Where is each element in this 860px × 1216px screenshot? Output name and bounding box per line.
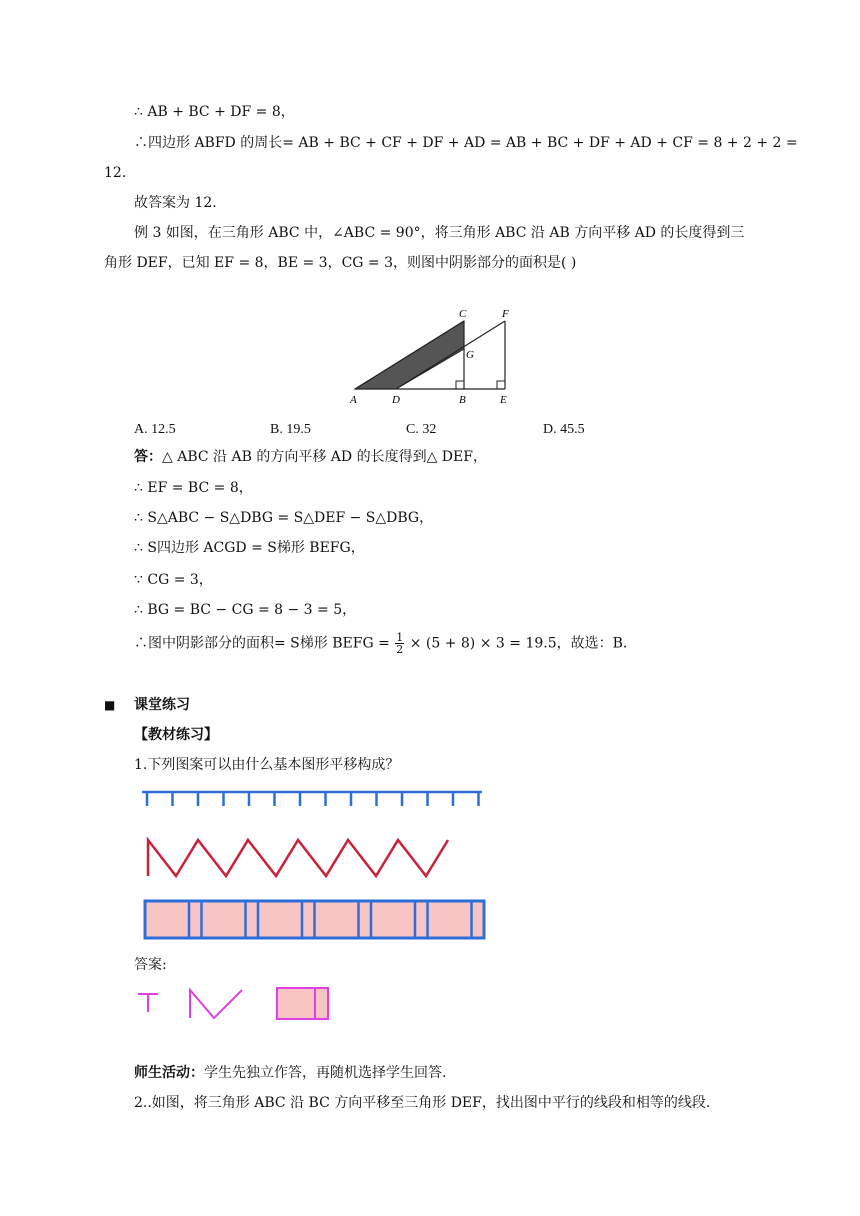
solution-line-7 — [134, 632, 637, 655]
solution-line-7-pre: ∴图中阴影部分的面积= S梯形 BEFG = — [134, 635, 390, 652]
section-subtitle: 【教材练习】 — [134, 727, 218, 743]
label-c: C — [459, 308, 467, 320]
label-g: G — [466, 349, 474, 361]
perimeter-line-cont: 12． — [104, 165, 136, 181]
solution-line-3: ∴ S△ABC − S△DBG = S△DEF − S△DBG， — [134, 510, 434, 526]
solution-lead: 答： — [134, 449, 162, 465]
section-title: 课堂练习 — [134, 697, 190, 713]
rectangle-pattern — [143, 899, 487, 941]
example-3-line-cont: 角形 DEF，已知 EF = 8，BE = 3，CG = 3，则图中阴影部分的面积是( ) — [104, 255, 577, 271]
label-d: D — [392, 394, 400, 406]
solution-line-4: ∴ S四边形 ACGD = S梯形 BEFG， — [134, 540, 365, 556]
section-bullet-icon: ■ — [104, 698, 116, 712]
solution-line-7-post: × (5 + 8) × 3 = 19.5，故选：B． — [409, 635, 637, 652]
fraction-half — [395, 632, 404, 655]
label-e: E — [500, 394, 507, 406]
label-b: B — [459, 394, 466, 406]
blue-t-pattern — [142, 788, 484, 814]
equation-line: ∴ AB + BC + DF = 8， — [134, 104, 295, 120]
question-2: 2..如图，将三角形 ABC 沿 BC 方向平移至三角形 DEF，找出图中平行的线段和相等的线段. — [134, 1095, 711, 1111]
red-zigzag-pattern — [144, 836, 454, 882]
question-1: 1.下列图案可以由什么基本图形平移构成？ — [134, 757, 400, 773]
answer-rect-shape — [275, 986, 331, 1022]
option-c[interactable]: C. 32 — [406, 422, 437, 437]
option-a[interactable]: A. 12.5 — [134, 422, 176, 437]
example-3-line: 例 3 如图，在三角形 ABC 中，∠ABC = 90°，将三角形 ABC 沿 AB 方向平移 AD 的长度得到三 — [134, 225, 745, 241]
activity-text: 学生先独立作答，再随机选择学生回答. — [204, 1065, 447, 1081]
label-a: A — [350, 394, 357, 406]
solution-line-2: ∴ EF = BC = 8， — [134, 480, 253, 496]
activity-lead: 师生活动： — [134, 1065, 204, 1081]
triangle-translation-figure — [340, 304, 530, 410]
option-b[interactable]: B. 19.5 — [270, 422, 311, 437]
solution-line-1 — [134, 447, 487, 467]
option-d[interactable]: D. 45.5 — [543, 422, 585, 437]
answer-label: 答案: — [134, 957, 167, 973]
activity-line — [134, 1063, 446, 1083]
solution-line-1-text: △ ABC 沿 AB 的方向平移 AD 的长度得到△ DEF， — [162, 449, 487, 465]
fraction-numerator: 1 — [396, 631, 404, 644]
answer-v-shape — [186, 986, 246, 1022]
answer-line: 故答案为 12． — [134, 195, 227, 211]
perimeter-line: ∴四边形 ABFD 的周长= AB + BC + CF + DF + AD = AB + BC + DF + AD + CF = 8 + 2 + 2 = — [134, 135, 798, 151]
solution-line-6: ∴ BG = BC − CG = 8 − 3 = 5， — [134, 602, 357, 618]
fraction-denominator: 2 — [396, 643, 404, 656]
answer-t-shape — [136, 990, 162, 1016]
solution-line-5: ∵ CG = 3， — [134, 572, 213, 588]
label-f: F — [502, 308, 509, 320]
